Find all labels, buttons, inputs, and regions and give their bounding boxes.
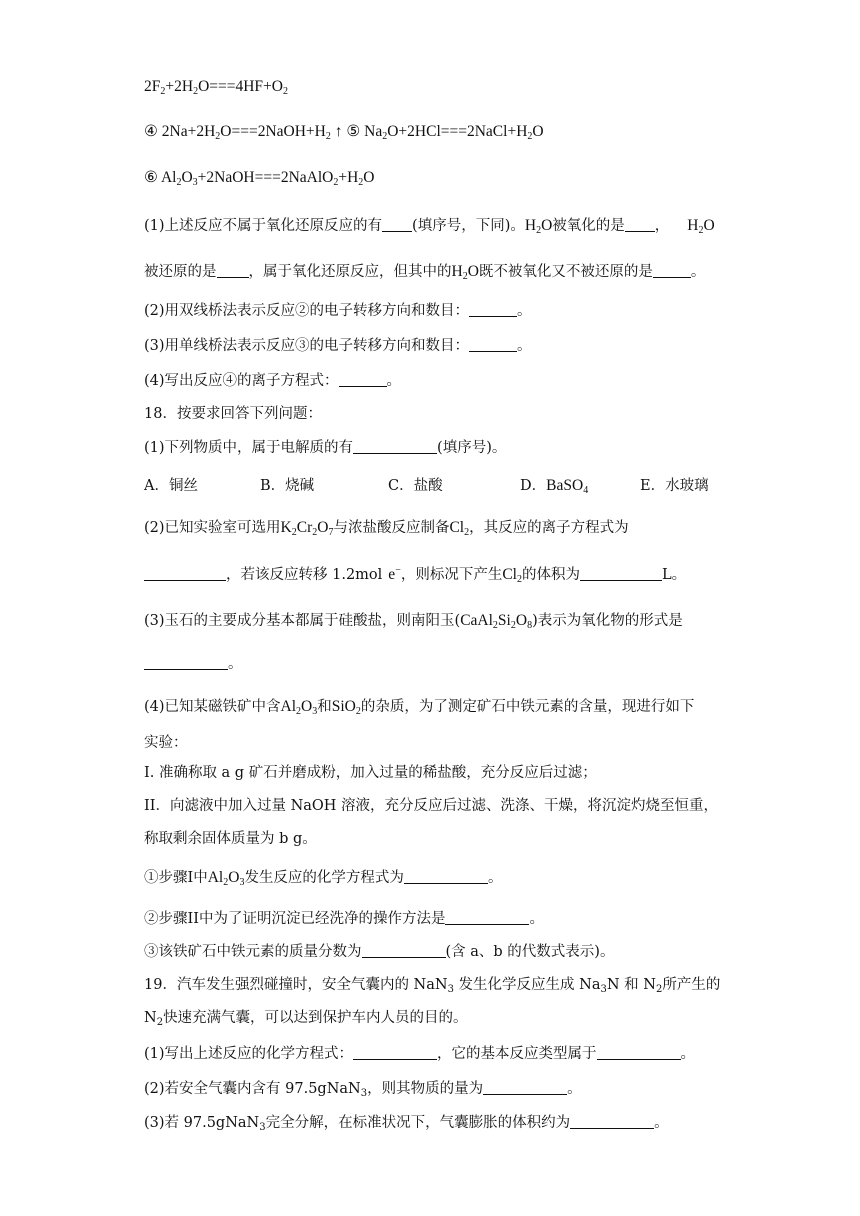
question-text: 。 xyxy=(690,264,706,280)
answer-blank[interactable] xyxy=(469,302,517,317)
subscript: 2 xyxy=(193,86,199,97)
q18-part3-line2 xyxy=(144,652,243,673)
reaction-text: 2F xyxy=(144,78,161,95)
subscript: 8 xyxy=(527,620,533,631)
formula-text: O xyxy=(317,519,329,536)
subscript: 2 xyxy=(536,225,542,236)
formula-text: H xyxy=(524,217,537,234)
formula-text: SiO xyxy=(331,698,356,715)
formula-text: Al xyxy=(207,869,224,886)
subscript: 2 xyxy=(516,574,522,585)
subscript: 2 xyxy=(382,131,388,142)
question-text: 。 xyxy=(654,1115,669,1131)
option-d[interactable] xyxy=(520,474,588,495)
answer-blank[interactable] xyxy=(445,910,529,925)
answer-blank[interactable] xyxy=(570,1114,654,1129)
question-text: ，则标况下产生 xyxy=(400,567,503,583)
q18-sub1 xyxy=(144,866,502,887)
answer-blank[interactable] xyxy=(580,566,662,581)
q19-part1 xyxy=(144,1042,695,1063)
q18-part4-line1 xyxy=(144,695,694,716)
question-text: (填序号，下同)。 xyxy=(412,218,525,234)
question-text: 和 xyxy=(317,699,332,715)
q17-part1-line2 xyxy=(144,260,705,281)
q19-part3 xyxy=(144,1111,669,1132)
question-text: 的杂质，为了测定矿石中铁元素的含量，现进行如下 xyxy=(360,699,695,715)
option-label: D． xyxy=(520,478,547,494)
question-text: 。 xyxy=(487,870,503,886)
subscript: 2 xyxy=(464,527,470,538)
formula-text: Cr xyxy=(296,519,313,536)
question-text: 。 xyxy=(517,338,532,354)
option-c[interactable]: C．盐酸 xyxy=(388,478,443,494)
question-text: 完全分解，在标准状况下，气囊膨胀的体积约为 xyxy=(265,1115,571,1131)
question-text: 所产生的 xyxy=(662,977,721,993)
question-text: (1)写出上述反应的化学方程式： xyxy=(144,1046,354,1062)
reaction-text: Na xyxy=(364,123,383,140)
question-text: 。 xyxy=(529,911,544,927)
formula-text: H xyxy=(451,263,463,280)
formula-text: O xyxy=(703,217,715,234)
subscript: 2 xyxy=(655,984,663,995)
question-text: 快速充满气囊，可以达到保护车内人员的目的。 xyxy=(163,1010,468,1026)
question-text: ，则其物质的量为 xyxy=(367,1081,484,1097)
reaction-text: +2NaOH===2NaAlO xyxy=(197,169,334,186)
subscript: 4 xyxy=(583,485,589,496)
answer-blank[interactable] xyxy=(469,337,517,352)
question-text: 被还原的是 xyxy=(144,264,217,280)
question-text: (2)已知实验室可选用 xyxy=(144,520,281,536)
question-text: ，其反应的离子方程式为 xyxy=(469,520,629,536)
reaction-text: O+2HCl===2NaCl+H xyxy=(387,123,528,140)
reaction-4-5 xyxy=(144,122,544,141)
question-text: ，它的基本反应类型属于 xyxy=(437,1046,597,1062)
subscript: 2 xyxy=(296,706,302,717)
question-text: 19．汽车发生强烈碰撞时，安全气囊内的 NaN xyxy=(144,977,448,993)
subscript: 2 xyxy=(160,86,166,97)
step-2-line1 xyxy=(144,794,718,815)
question-text: N 和 N xyxy=(606,977,656,993)
reaction-text: O===4HF+O xyxy=(198,78,283,95)
question-text: 的体积为 xyxy=(521,567,580,583)
q18-sub3 xyxy=(144,940,614,961)
answer-blank[interactable] xyxy=(353,1045,437,1060)
formula-text: H xyxy=(687,217,699,234)
answer-blank[interactable] xyxy=(144,566,226,581)
q17-part3 xyxy=(144,334,532,355)
question-text: (含 a、b 的代数式表示)。 xyxy=(445,944,615,960)
formula-text: O xyxy=(541,217,553,234)
question-text: (2)用双线桥法表示反应②的电子转移方向和数目： xyxy=(144,303,470,319)
question-text: (3)用单线桥法表示反应③的电子转移方向和数目： xyxy=(144,338,470,354)
question-text: 。 xyxy=(567,1081,582,1097)
subscript: 7 xyxy=(328,527,334,538)
question-text: ，属于氧化还原反应，但其中的 xyxy=(248,264,452,280)
answer-blank[interactable] xyxy=(362,943,446,958)
question-text: (3)若 97.5gNaN xyxy=(144,1115,260,1131)
subscript: 2 xyxy=(282,86,288,97)
gas-arrow-icon: ↑ xyxy=(334,123,343,140)
question-text: )表示为氧化物的形式是 xyxy=(532,613,683,629)
q18-title xyxy=(144,402,322,423)
question-text: 发生反应的化学方程式为 xyxy=(244,870,404,886)
formula-text: O xyxy=(228,869,240,886)
formula-text: CaAl xyxy=(460,612,493,629)
subscript: 2 xyxy=(355,706,361,717)
option-e[interactable]: E．水玻璃 xyxy=(640,478,709,494)
step-1 xyxy=(144,761,597,782)
question-text: (1)下列物质中，属于电解质的有 xyxy=(144,440,354,456)
subscript: 2 xyxy=(462,271,468,282)
answer-blank[interactable] xyxy=(144,655,228,670)
reaction-3 xyxy=(144,78,288,96)
question-text: 。 xyxy=(517,303,532,319)
question-text: (3)玉石的主要成分基本都属于硅酸盐，则南阳玉( xyxy=(144,613,461,629)
reaction-text: O xyxy=(532,123,544,140)
formula-text: Cl xyxy=(449,519,465,536)
question-text: (1)上述反应不属于氧化还原反应的有 xyxy=(144,218,383,234)
subscript: 2 xyxy=(215,131,221,142)
superscript: − xyxy=(395,565,401,576)
option-a[interactable]: A．铜丝 xyxy=(144,478,198,494)
question-text: (填序号)。 xyxy=(437,440,507,456)
q17-part1-line1 xyxy=(144,214,715,235)
formula-text: O xyxy=(301,698,313,715)
subscript: 3 xyxy=(360,1088,368,1099)
answer-blank[interactable] xyxy=(339,372,387,387)
subscript: 3 xyxy=(447,984,454,995)
formula-text: e xyxy=(388,566,396,583)
question-text: 。 xyxy=(680,1046,696,1062)
subscript: 2 xyxy=(291,527,297,538)
q19-line1 xyxy=(144,973,720,994)
answer-blank[interactable] xyxy=(404,869,488,884)
subscript: 2 xyxy=(492,620,498,631)
question-heading: 18．按要求回答下列问题： xyxy=(144,406,322,422)
question-text: ， xyxy=(654,218,670,234)
subscript: 2 xyxy=(223,877,229,888)
question-text: 与浓盐酸反应制备 xyxy=(333,520,450,536)
reaction-6 xyxy=(144,168,374,187)
subscript: 2 xyxy=(176,177,182,188)
subscript: 3 xyxy=(239,877,245,888)
question-text: II．向滤液中加入过量 NaOH 溶液，充分反应后过滤、洗涤、干燥，将沉淀灼烧至恒重， xyxy=(144,798,719,814)
subscript: 2 xyxy=(333,177,339,188)
formula-text: Cl xyxy=(502,566,517,583)
question-text: ，若该反应转移 1.2mol xyxy=(226,567,383,583)
subscript: 2 xyxy=(358,177,364,188)
answer-blank[interactable] xyxy=(353,439,437,454)
question-text: N xyxy=(144,1010,157,1026)
formula-text: Al xyxy=(280,698,297,715)
question-text: 实验： xyxy=(144,735,188,751)
q17-part4 xyxy=(144,369,401,390)
answer-blank[interactable] xyxy=(217,263,249,278)
answer-blank[interactable] xyxy=(597,1045,681,1060)
reaction-number: ⑤ xyxy=(346,123,361,140)
answer-blank[interactable] xyxy=(625,217,655,232)
question-text: (2)若安全气囊内含有 97.5gNaN xyxy=(144,1081,361,1097)
subscript: 2 xyxy=(312,527,318,538)
question-text: (4)已知某磁铁矿中含 xyxy=(144,699,281,715)
reaction-number: ⑥ xyxy=(144,169,158,186)
question-text: I. 准确称取 a g 矿石并磨成粉，加入过量的稀盐酸，充分反应后过滤； xyxy=(144,765,597,781)
formula-text: Si xyxy=(497,612,511,629)
q18-part4-line2 xyxy=(144,731,188,752)
subscript: 3 xyxy=(192,177,198,188)
reaction-text: +H xyxy=(338,169,359,186)
answer-blank[interactable] xyxy=(483,1080,567,1095)
reaction-text: O xyxy=(181,169,193,186)
subscript: 2 xyxy=(527,131,533,142)
subscript: 2 xyxy=(325,131,331,142)
question-text: 。 xyxy=(386,373,402,389)
subscript: 3 xyxy=(259,1122,266,1133)
reaction-text: O===2NaOH+H xyxy=(220,123,326,140)
question-text: 被氧化的是 xyxy=(552,218,625,234)
question-text: ③该铁矿石中铁元素的质量分数为 xyxy=(144,944,362,960)
question-text: (4)写出反应④的离子方程式： xyxy=(144,373,339,389)
q18-part1 xyxy=(144,436,506,457)
option-b[interactable]: B．烧碱 xyxy=(260,478,315,494)
question-text: 称取剩余固体质量为 b g。 xyxy=(144,831,317,847)
formula-text: K xyxy=(280,519,292,536)
q18-part3-line1 xyxy=(144,609,683,630)
question-text: ②步骤II中为了证明沉淀已经洗净的操作方法是 xyxy=(144,911,446,927)
answer-blank[interactable] xyxy=(382,217,412,232)
subscript: 3 xyxy=(312,706,318,717)
subscript: 2 xyxy=(156,1017,164,1028)
answer-blank[interactable] xyxy=(653,263,691,278)
question-text: 。 xyxy=(228,656,243,672)
step-2-line2 xyxy=(144,827,317,848)
formula-text: BaSO xyxy=(546,477,584,494)
question-text: L。 xyxy=(661,567,687,583)
subscript: 2 xyxy=(510,620,516,631)
question-text: 既不被氧化又不被还原的是 xyxy=(478,264,653,280)
reaction-text: Al xyxy=(160,169,177,186)
reaction-text: +2H xyxy=(165,78,194,95)
reaction-text: 2Na+2H xyxy=(161,123,216,140)
formula-text: O xyxy=(515,612,528,629)
question-text: 发生化学反应生成 Na xyxy=(453,977,601,993)
reaction-number: ④ xyxy=(144,123,158,140)
q18-sub2 xyxy=(144,907,544,928)
reaction-text: O xyxy=(363,169,375,186)
q17-part2 xyxy=(144,299,532,320)
question-text: ①步骤I中 xyxy=(144,870,208,886)
subscript: 3 xyxy=(600,984,607,995)
formula-text: O xyxy=(467,263,479,280)
q18-part2-line1 xyxy=(144,516,629,537)
q19-part2 xyxy=(144,1077,582,1098)
q19-line2 xyxy=(144,1006,468,1027)
q18-part2-line2 xyxy=(144,563,686,584)
subscript: 2 xyxy=(698,225,704,236)
